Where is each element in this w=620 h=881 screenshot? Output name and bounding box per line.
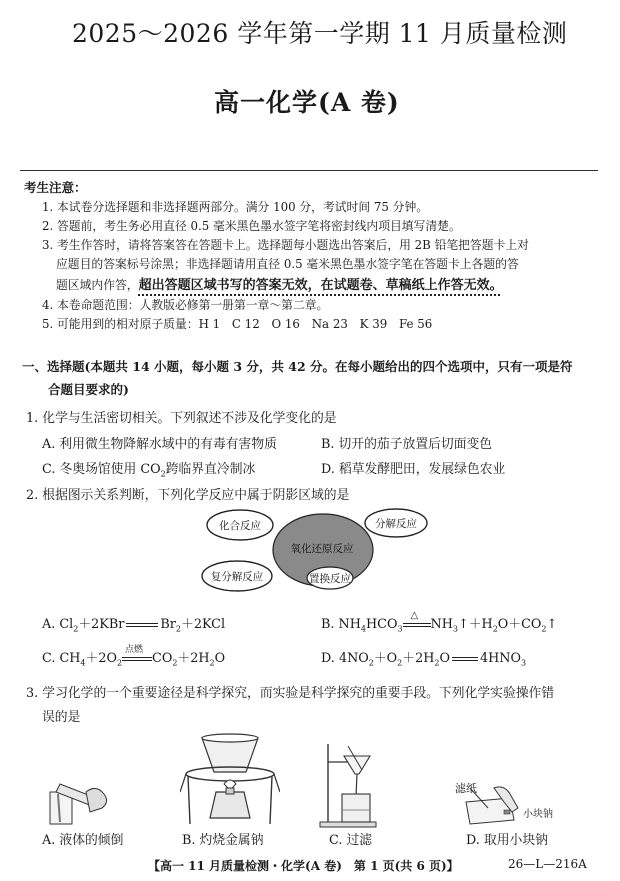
- section1-text: 一、选择题(本题共 14 小题，每小题 3 分，共 42 分。在每小题给出的四个选项中，只有一项是符: [22, 359, 573, 374]
- q1-c-pre: C. 冬奥场馆使用 CO: [42, 462, 161, 477]
- divider-rule: [20, 170, 598, 171]
- q2d-s2: 2: [397, 658, 403, 668]
- q2b-s3: 3: [452, 624, 458, 634]
- liquid-pouring-illustration: [46, 782, 116, 826]
- q2b-s1: 4: [360, 624, 366, 634]
- notice-line-3: 3. 考生作答时，请将答案答在答题卡上。选择题每小题选出答案后，用 2B 铅笔把答题卡上对: [42, 238, 529, 252]
- q2a-s1: 2: [73, 624, 79, 634]
- sodium-piece-icon: [504, 810, 510, 814]
- q2b-s5: 2: [541, 624, 547, 634]
- q2a-4: ＋2KCl: [181, 617, 226, 632]
- q2-option-c: [42, 644, 226, 668]
- q3-option-d: D. 取用小块钠: [466, 833, 548, 848]
- q2d-s5: 3: [520, 658, 527, 668]
- q2a-3: Br: [160, 617, 176, 632]
- label-double-displacement: 复分解反应: [210, 571, 264, 583]
- beaker-icon: [342, 794, 370, 822]
- q2-option-d: [321, 647, 526, 668]
- q2c-s2: 2: [116, 658, 123, 668]
- q2b-4: ↑＋H: [458, 617, 493, 632]
- notice-line-4: 4. 本卷命题范围：人教版必修第一册第一章～第二章。: [42, 298, 329, 312]
- q1-option-b: B. 切开的茄子放置后切面变色: [321, 437, 493, 452]
- notice-line-3c: [56, 274, 503, 293]
- q2d-1: D. 4NO: [321, 651, 369, 666]
- q2b-s2: 3: [397, 624, 403, 634]
- q2a-1: A. Cl: [42, 617, 74, 632]
- label-small-sodium: 小块钠: [523, 809, 553, 820]
- q2-option-b: [321, 609, 558, 634]
- q2c-5: O: [214, 651, 226, 666]
- heat-symbol: △: [410, 609, 419, 621]
- exam-subtitle: 高一化学(A 卷): [214, 88, 400, 117]
- section1-line1: [22, 357, 573, 375]
- q2b-1: B. NH: [321, 617, 361, 632]
- q2-stem: 2. 根据图示关系判断，下列化学反应中属于阴影区域的是: [26, 488, 350, 503]
- funnel-icon: [344, 756, 370, 774]
- page-footer: 【高一 11 月质量检测・化学(A 卷) 第 1 页(共 6 页)】: [148, 859, 459, 873]
- label-combination: 化合反应: [219, 520, 261, 532]
- label-filter-paper: 滤纸: [455, 782, 477, 795]
- filtration-illustration: [318, 744, 378, 828]
- q2c-s4: 2: [209, 658, 215, 668]
- q2d-s1: 2: [368, 658, 374, 668]
- label-decomposition: 分解反应: [375, 518, 417, 530]
- q1-option-c: [42, 458, 255, 479]
- q2d-s3: 2: [434, 658, 440, 668]
- q2-option-a: [42, 613, 225, 634]
- notice-line-3b: 应题目的答案标号涂黑；非选择题请用直径 0.5 毫米黑色墨水签字笔在答题卡上各题的答: [56, 257, 519, 271]
- alcohol-lamp-icon: [210, 792, 250, 818]
- exam-title: 2025～2026 学年第一学期 11 月质量检测: [72, 19, 568, 48]
- notice-line-2: 2. 答题前，考生务必用直径 0.5 毫米黑色墨水签字笔将密封线内项目填写清楚。: [42, 219, 461, 233]
- q2c-1: C. CH: [42, 651, 81, 666]
- q2a-2: ＋2KBr: [78, 617, 125, 632]
- notice-heading: 考生注意：: [24, 180, 87, 195]
- q2b-s4: 2: [492, 624, 498, 634]
- burning-sodium-illustration: [180, 732, 280, 828]
- q3-stem-line2: 误的是: [42, 710, 81, 725]
- notice-emphasis: 超出答题区域书写的答案无效，在试题卷、草稿纸上作答无效。: [138, 278, 503, 293]
- q2d-4: O: [439, 651, 450, 666]
- q2b-5: O＋CO: [497, 617, 542, 632]
- q1-c-sub: 2: [160, 469, 166, 479]
- q3-option-c: C. 过滤: [329, 833, 373, 848]
- q3-option-a: A. 液体的倾倒: [42, 833, 124, 848]
- q1-option-a: A. 利用微生物降解水域中的有毒有害物质: [42, 437, 277, 452]
- notice-line-1: 1. 本试卷分选择题和非选择题两部分。满分 100 分，考试时间 75 分钟。: [42, 200, 429, 214]
- q2b-2: HCO: [366, 617, 398, 632]
- q2c-3: CO: [152, 651, 173, 666]
- label-redox: 氧化还原反应: [290, 543, 354, 555]
- q2c-s3: 2: [172, 658, 178, 668]
- notice-line-3c-text: 题区域内作答，: [56, 278, 139, 292]
- page-code: 26—L—216A: [508, 857, 587, 871]
- q2d-2: ＋O: [373, 651, 398, 666]
- q2c-2: ＋2O: [85, 651, 117, 666]
- notice-line-5: 5. 可能用到的相对原子质量：H 1 C 12 O 16 Na 23 K 39 Fe 56: [42, 317, 433, 331]
- equals-sign: [452, 657, 478, 661]
- reaction-relation-diagram: [200, 506, 430, 598]
- q1-stem: 1. 化学与生活密切相关。下列叙述不涉及化学变化的是: [26, 411, 337, 426]
- q2b-3: NH: [430, 617, 453, 632]
- label-displacement: 置换反应: [309, 573, 351, 585]
- q1-option-d: D. 稻草发酵肥田，发展绿色农业: [321, 462, 506, 477]
- hand-icon: [86, 788, 107, 812]
- q3-option-b: B. 灼烧金属钠: [182, 833, 264, 848]
- q2b-6: ↑: [546, 617, 558, 632]
- ignite-symbol: 点燃: [125, 644, 144, 655]
- condition-arrow: [403, 609, 431, 630]
- q2d-3: ＋2H: [402, 651, 435, 666]
- q2a-s3: 2: [175, 624, 182, 634]
- q2c-s1: 4: [80, 658, 86, 668]
- q1-c-post: 跨临界直冷制冰: [165, 462, 256, 477]
- q2c-4: ＋2H: [177, 651, 210, 666]
- q3-stem-line1: 3. 学习化学的一个重要途径是科学探究，而实验是科学探究的重要手段。下列化学实验操作错: [26, 686, 555, 701]
- condition-arrow: [122, 644, 152, 664]
- equals-sign: [126, 623, 158, 627]
- q2d-5: 4HNO: [479, 651, 521, 666]
- section1-line2: 合题目要求的): [48, 382, 129, 397]
